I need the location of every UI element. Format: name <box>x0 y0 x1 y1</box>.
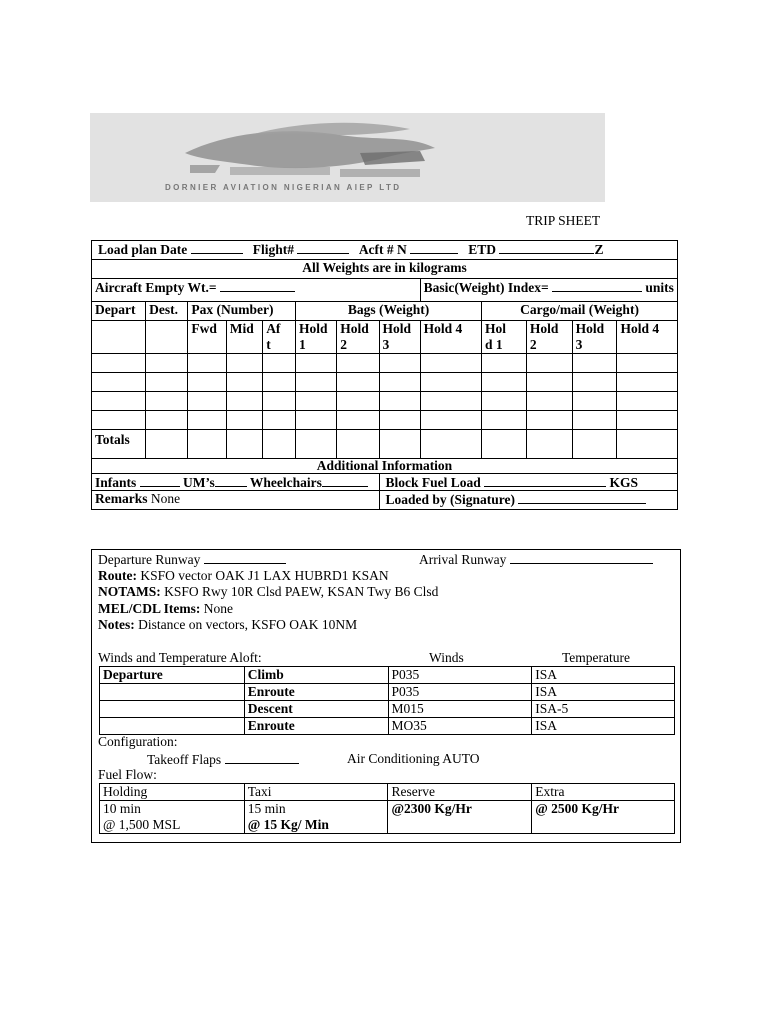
cargo-hold3-header: Hold 3 <box>572 321 617 354</box>
fuel-flow-table <box>99 783 675 834</box>
notams-line: NOTAMS: KSFO Rwy 10R Clsd PAEW, KSAN Twy B6 Clsd <box>98 584 439 599</box>
configuration-label: Configuration: <box>98 734 178 749</box>
takeoff-flaps: Takeoff Flaps <box>147 751 299 768</box>
table-row <box>92 354 678 373</box>
dest-header: Dest. <box>146 302 188 321</box>
signature-blank[interactable] <box>518 491 646 504</box>
flight-info-box <box>91 549 681 843</box>
load-plan-table <box>91 240 678 510</box>
flight-blank[interactable] <box>297 241 349 254</box>
etd-blank[interactable] <box>499 241 594 254</box>
company-name: DORNIER AVIATION NIGERIAN AIEP LTD <box>165 183 402 192</box>
cargo-header: Cargo/mail (Weight) <box>482 302 678 321</box>
acft-blank[interactable] <box>410 241 458 254</box>
departure-runway: Departure Runway <box>98 551 286 568</box>
notes-line: Notes: Distance on vectors, KSFO OAK 10NM <box>98 617 358 632</box>
temperature-column-label: Temperature <box>562 650 631 665</box>
document-title: TRIP SHEET <box>526 213 601 228</box>
block-fuel-cell: Block Fuel Load KGS <box>379 474 678 491</box>
route-line: Route: KSFO vector OAK J1 LAX HUBRD1 KSAN <box>98 568 389 583</box>
loaded-by-cell: Loaded by (Signature) <box>379 491 678 510</box>
fuel-flow-label: Fuel Flow: <box>98 767 157 782</box>
load-plan-header-row: Load plan Date Flight# Acft # N ETD Z <box>92 241 678 260</box>
mel-line: MEL/CDL Items: None <box>98 601 233 616</box>
arrival-runway-blank[interactable] <box>510 551 653 564</box>
aft-header: Af t <box>263 321 296 354</box>
winds-column-label: Winds <box>429 650 464 665</box>
ums-blank[interactable] <box>215 474 247 487</box>
table-row: 10 min @ 1,500 MSL 15 min @ 15 Kg/ Min @2300 Kg/Hr @ 2500 Kg/Hr <box>100 801 675 834</box>
depart-header: Depart <box>92 302 146 321</box>
infants-blank[interactable] <box>140 474 180 487</box>
bags-hold4-header: Hold 4 <box>420 321 481 354</box>
index-blank[interactable] <box>552 279 642 292</box>
table-row <box>92 373 678 392</box>
winds-table <box>99 666 675 735</box>
pax-header: Pax (Number) <box>188 302 296 321</box>
departure-runway-blank[interactable] <box>204 551 286 564</box>
totals-row <box>92 430 678 459</box>
table-row: Descent M015 ISA-5 <box>100 701 675 718</box>
remarks-cell: Remarks None <box>92 491 380 510</box>
wheelchairs-blank[interactable] <box>322 474 368 487</box>
takeoff-flaps-blank[interactable] <box>225 751 299 764</box>
air-conditioning: Air Conditioning AUTO <box>347 751 480 766</box>
date-blank[interactable] <box>191 241 243 254</box>
table-row <box>92 411 678 430</box>
cargo-hold2-header: Hold 2 <box>526 321 572 354</box>
weights-note: All Weights are in kilograms <box>92 260 678 279</box>
winds-temp-label: Winds and Temperature Aloft: <box>98 650 262 665</box>
bags-hold2-header: Hold 2 <box>337 321 379 354</box>
table-row <box>92 392 678 411</box>
table-row: Holding Taxi Reserve Extra <box>100 784 675 801</box>
bags-hold1-header: Hold 1 <box>296 321 337 354</box>
mid-header: Mid <box>226 321 262 354</box>
totals-label: Totals <box>92 430 146 459</box>
passenger-info-cell: Infants UM’s Wheelchairs <box>92 474 380 491</box>
basic-index-cell: Basic(Weight) Index= units <box>420 279 677 302</box>
arrival-runway: Arrival Runway <box>419 551 653 568</box>
company-logo <box>90 113 605 202</box>
bags-header: Bags (Weight) <box>296 302 482 321</box>
additional-info-header: Additional Information <box>92 459 678 474</box>
cargo-hold1-header: Hol d 1 <box>482 321 527 354</box>
bags-hold3-header: Hold 3 <box>379 321 420 354</box>
fwd-header: Fwd <box>188 321 226 354</box>
table-row: Departure Climb P035 ISA <box>100 667 675 684</box>
block-fuel-blank[interactable] <box>484 474 606 487</box>
empty-weight-cell: Aircraft Empty Wt.= <box>92 279 421 302</box>
table-row: Enroute MO35 ISA <box>100 718 675 735</box>
cargo-hold4-header: Hold 4 <box>617 321 678 354</box>
empty-weight-blank[interactable] <box>220 279 295 292</box>
table-row: Enroute P035 ISA <box>100 684 675 701</box>
